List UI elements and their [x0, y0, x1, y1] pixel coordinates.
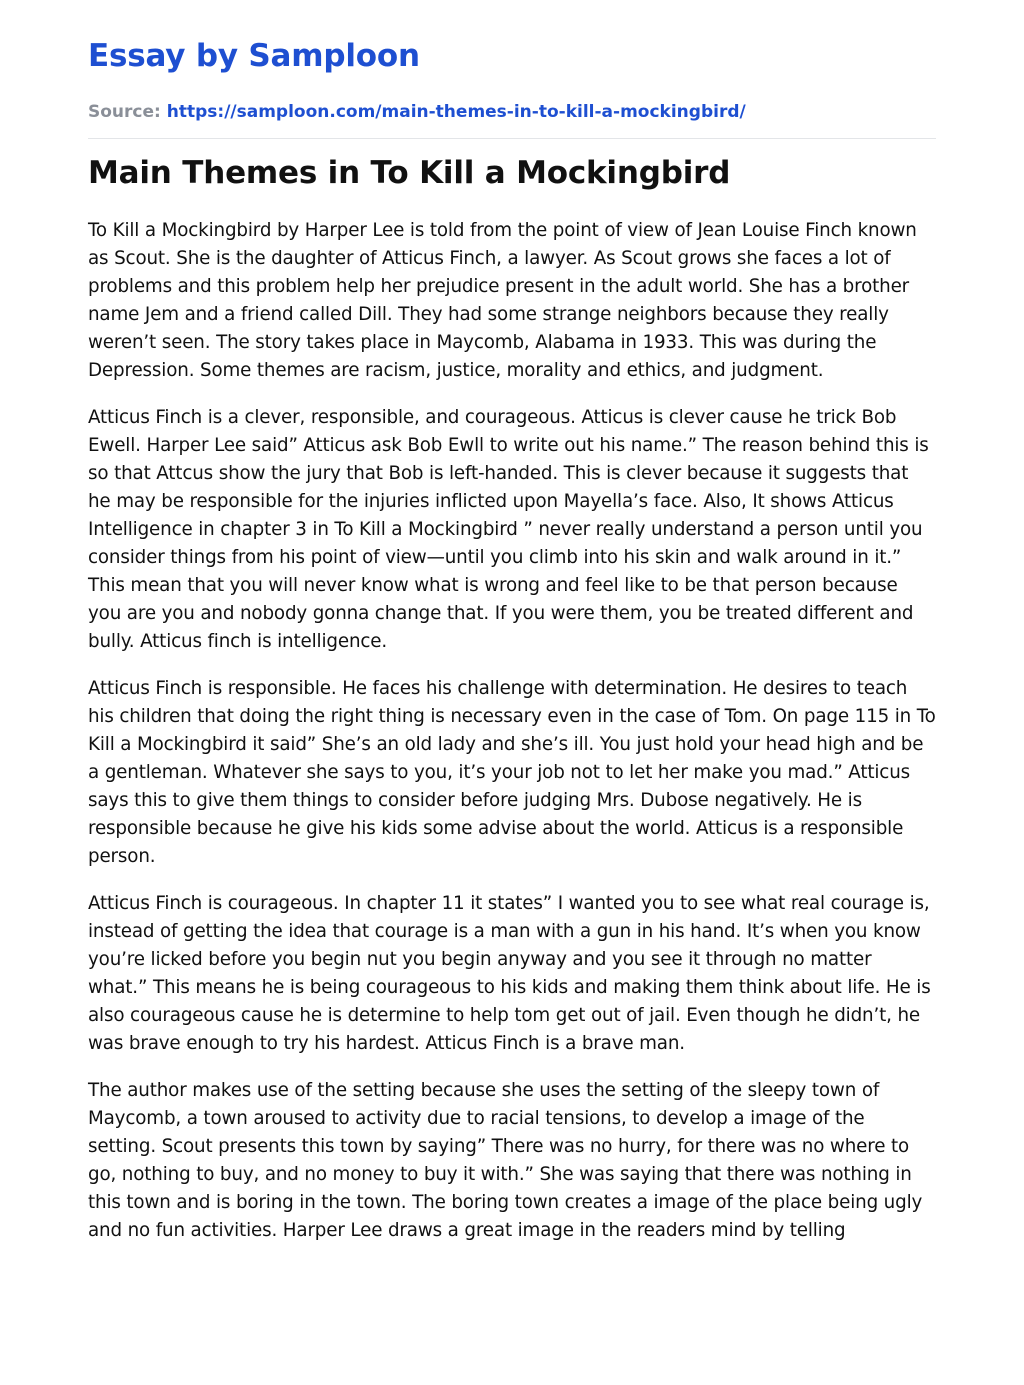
source-link[interactable]: https://samploon.com/main-themes-in-to-kill-a-mockingbird/ [166, 102, 746, 122]
essay-body [88, 217, 936, 1245]
essay-paragraph: Atticus Finch is responsible. He faces his challenge with determination. He desires to teach his children that doing the right thing is necessary even in the case of Tom. On page 115 in To Kill a Mockingbird it said” She’s an old lady and she’s ill. You just hold your head high and be a gentleman. Whatever she says to you, it’s your job not to let her make you mad.” Atticus says this to give them things to consider before judging Mrs. Dubose negatively. He is responsible because he give his kids some advise about the world. Atticus is a responsible person. [88, 678, 936, 867]
essay-paragraph: Atticus Finch is courageous. In chapter 11 it states” I wanted you to see what real courage is, instead of getting the idea that courage is a man with a gun in his hand. It’s when you know you’re licked before you begin nut you begin anyway and you see it through no matter what.” This means he is being courageous to his kids and making them think about life. He is also courageous cause he is determine to help tom get out of jail. Even though he didn’t, he was brave enough to try his hardest. Atticus Finch is a brave man. [88, 893, 931, 1054]
essay-title: Main Themes in To Kill a Mockingbird [88, 155, 731, 191]
essay-paragraph: The author makes use of the setting because she uses the setting of the sleepy town of Maycomb, a town aroused to activity due to racial tensions, to develop a image of the setting. Scout presents this town by saying” There was no hurry, for there was no where to go, nothing to buy, and no money to buy it with.” She was saying that there was nothing in this town and is boring in the town. The boring town creates a image of the place being ugly and no fun activities. Harper Lee draws a great image in the readers mind by telling [88, 1080, 923, 1241]
header-divider [88, 138, 936, 139]
source-line [88, 100, 936, 124]
brand-title: Essay by Samploon [88, 38, 420, 74]
source-label: Source: [88, 102, 161, 122]
essay-paragraph: To Kill a Mockingbird by Harper Lee is told from the point of view of Jean Louise Finch known as Scout. She is the daughter of Atticus Finch, a lawyer. As Scout grows she faces a lot of problems and this problem help her prejudice present in the adult world. She has a brother name Jem and a friend called Dill. They had some strange neighbors because they really weren’t seen. The story takes place in Maycomb, Alabama in 1933. This was during the Depression. Some themes are racism, justice, morality and ethics, and judgment. [88, 220, 917, 381]
essay-paragraph: Atticus Finch is a clever, responsible, and courageous. Atticus is clever cause he trick Bob Ewell. Harper Lee said” Atticus ask Bob Ewll to write out his name.” The reason behind this is so that Attcus show the jury that Bob is left-handed. This is clever because it suggests that he may be responsible for the injuries inflicted upon Mayella’s face. Also, It shows Atticus Intelligence in chapter 3 in To Kill a Mockingbird ” never really understand a person until you consider things from his point of view—until you climb into his skin and walk around in it.” This mean that you will never know what is wrong and feel like to be that person because you are you and nobody gonna change that. If you were them, you be treated different and bully. Atticus finch is intelligence. [88, 407, 929, 652]
